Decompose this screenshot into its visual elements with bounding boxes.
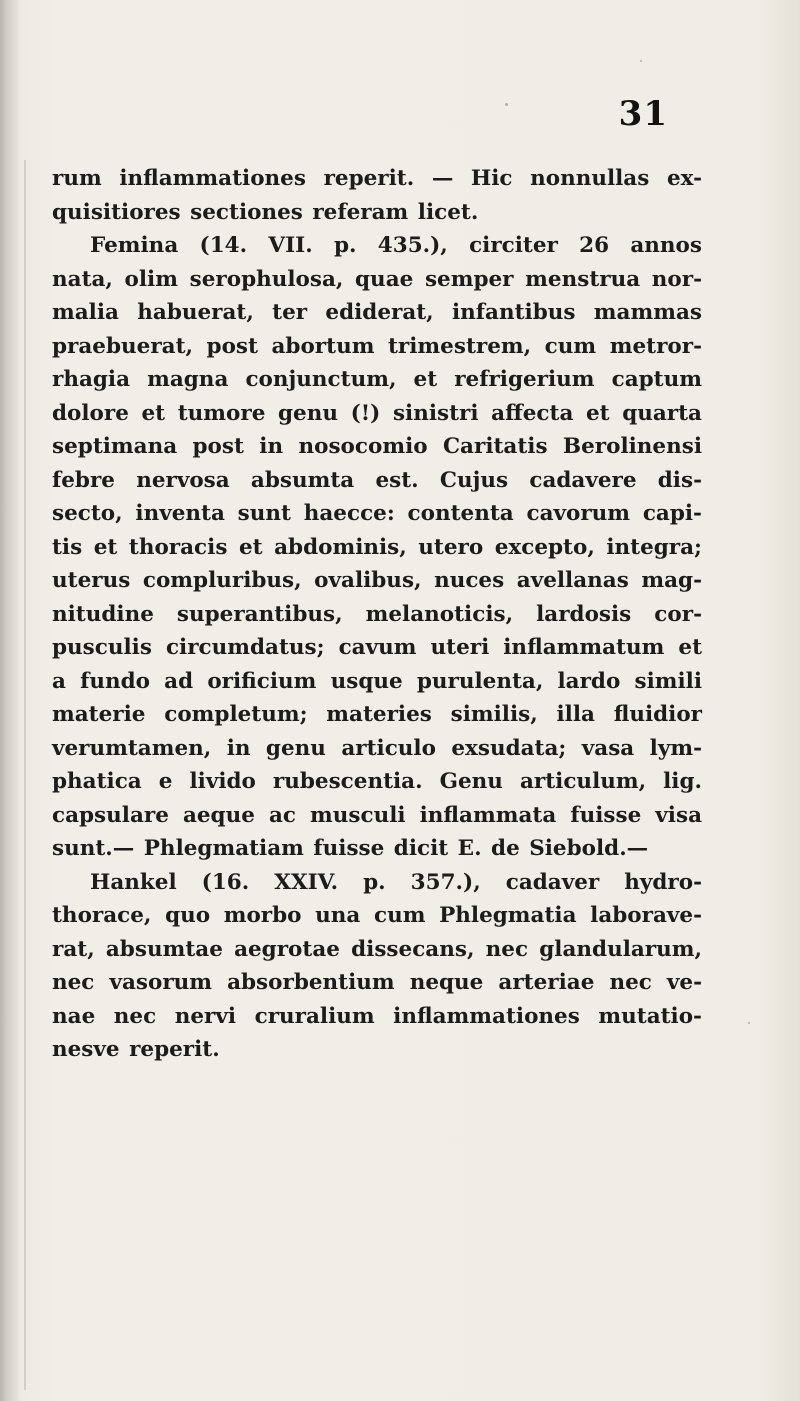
text-line: uterus compluribus, ovalibus, nuces avellanas mag-: [52, 568, 702, 593]
scan-speck: [318, 838, 321, 841]
scan-speck: [640, 60, 642, 62]
gutter-shadow-line: [24, 160, 26, 1390]
text-line: septimana post in nosocomio Caritatis Berolinensi: [52, 434, 702, 459]
text-line: phatica e livido rubescentia. Genu articulum, lig.: [52, 769, 702, 794]
text-line: capsulare aeque ac musculi inflammata fuisse visa: [52, 802, 702, 828]
text-line: malia habuerat, ter ediderat, infantibus mammas: [52, 300, 702, 325]
text-line: secto, inventa sunt haecce: contenta cavorum capi-: [52, 501, 702, 526]
text-line: tis et thoracis et abdominis, utero excepto, integra;: [52, 534, 702, 560]
text-line: nec vasorum absorbentium neque arteriae nec ve-: [52, 970, 702, 995]
text-line: praebuerat, post abortum trimestrem, cum metror-: [52, 333, 702, 359]
text-line: pusculis circumdatus; cavum uteri inflammatum et: [52, 635, 702, 660]
text-line: materie completum; materies similis, illa fluidior: [52, 702, 702, 727]
text-line: nae nec nervi cruralium inflammationes mutatio-: [52, 1003, 702, 1029]
text-line: rat, absumtae aegrotae dissecans, nec glandularum,: [52, 936, 702, 962]
text-line: nitudine superantibus, melanoticis, lardosis cor-: [52, 601, 702, 627]
text-line: Femina (14. VII. p. 435.), circiter 26 annos: [90, 233, 702, 258]
text-line: quisitiores sectiones referam licet.: [52, 199, 479, 225]
text-line: verumtamen, in genu articulo exsudata; vasa lym-: [52, 735, 702, 761]
text-line: a fundo ad orificium usque purulenta, lardo simili: [52, 668, 702, 694]
page-number: 31: [618, 94, 668, 134]
scan-speck: [748, 1022, 750, 1024]
text-line: thorace, quo morbo una cum Phlegmatia laborave-: [52, 903, 702, 928]
page-gutter: [0, 0, 18, 1401]
text-line: dolore et tumore genu (!) sinistri affecta et quarta: [52, 400, 702, 426]
text-line: nesve reperit.: [52, 1037, 220, 1062]
text-line: Hankel (16. XXIV. p. 357.), cadaver hydro-: [90, 869, 702, 895]
text-line: febre nervosa absumta est. Cujus cadavere dis-: [52, 467, 702, 493]
text-line: rhagia magna conjunctum, et refrigerium captum: [52, 367, 702, 392]
scan-speck: [505, 103, 508, 106]
text-line: rum inflammationes reperit. — Hic nonnullas ex-: [52, 166, 702, 191]
text-line: nata, olim serophulosa, quae semper menstrua nor-: [52, 266, 702, 292]
text-line: sunt.— Phlegmatiam fuisse dicit E. de Siebold.—: [52, 836, 649, 861]
body-text: [52, 162, 702, 1067]
